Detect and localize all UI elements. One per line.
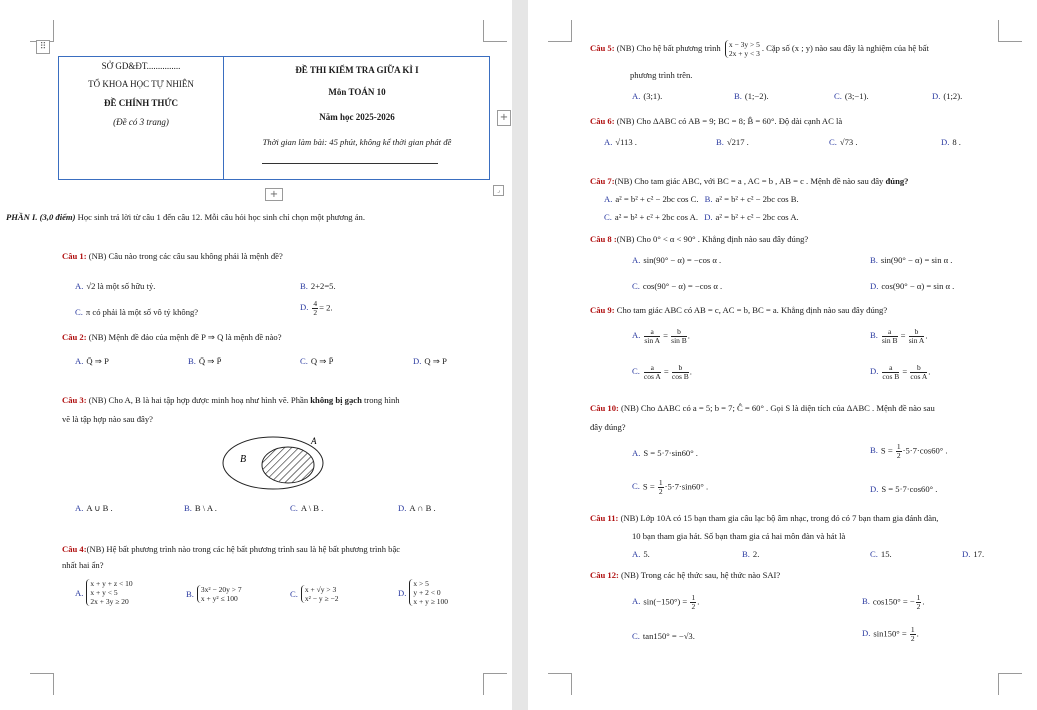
option-text: sin(−150°) = [643, 596, 690, 607]
question-6 [590, 115, 842, 127]
numerator: 1 [896, 442, 901, 451]
question-number: Câu 12: [590, 570, 619, 580]
option-text: S = 5·7·cos60° . [881, 484, 938, 494]
crop-mark [548, 20, 572, 42]
question-number: Câu 2: [62, 332, 87, 342]
option-text: a² = b² + c² − 2bc cos A. [715, 212, 799, 222]
option-c[interactable] [604, 212, 698, 222]
equation: x − 3y > 5 [728, 40, 760, 49]
denominator: 2 [691, 602, 696, 611]
question-text: (NB) Trong các hệ thức sau, hệ thức nào SAI? [618, 570, 781, 580]
option-text: S = [880, 445, 895, 456]
question-4 [62, 543, 400, 555]
option-label: B. [734, 91, 742, 101]
option-text: = 2. [319, 302, 333, 313]
question-9 [590, 304, 887, 316]
equation: 2x + 3y ≥ 20 [90, 597, 129, 606]
option-a[interactable] [75, 355, 109, 367]
option-label: D. [398, 503, 407, 513]
option-label: D. [704, 212, 713, 222]
option-b[interactable] [705, 194, 799, 204]
option-label: D. [398, 587, 407, 598]
option-label: C. [290, 503, 298, 513]
question-number: Câu 7: [590, 176, 615, 186]
question-text: Cho tam giác ABC có AB = c, AC = b, BC = a. Khẳng định nào sau đây đúng? [614, 305, 888, 315]
option-b[interactable]: B. cos150° = − $\frac{1}{2}$ . [862, 593, 925, 611]
option-text: A \ B . [300, 503, 324, 513]
option-d[interactable]: D. $\frac{a}{\text{cos B}}$ = $\frac{b}{\text{cos A}}$ . [870, 363, 931, 381]
fraction [644, 328, 660, 345]
fraction [690, 594, 696, 611]
option-text: 5. [643, 549, 650, 559]
option-text: S = [642, 481, 657, 492]
numerator: b [910, 364, 927, 373]
equation-system [725, 40, 760, 58]
option-label: D. [870, 484, 879, 494]
option-label: D. [941, 137, 950, 147]
option-b[interactable] [188, 355, 221, 367]
to-khoa: TỔ KHOA HỌC TỰ NHIÊN [88, 79, 194, 89]
option-text: π có phải là một số vô tỷ không? [85, 307, 199, 317]
question-3 [62, 394, 400, 406]
option-text: 8 . [952, 137, 961, 147]
question-number: Câu 10: [590, 403, 619, 413]
option-label: A. [632, 255, 641, 265]
crop-mark [998, 20, 1022, 42]
option-a[interactable] [604, 136, 637, 148]
option-label: C. [632, 281, 640, 291]
denominator: cos B [882, 372, 900, 381]
option-label: C. [290, 589, 298, 599]
option-d[interactable] [704, 212, 799, 222]
option-label: C. [300, 356, 308, 366]
option-text: ·5·7·cos60° . [902, 445, 948, 456]
option-label: A. [632, 330, 641, 341]
resize-handle-icon[interactable]: ⌟ [493, 185, 504, 196]
option-text: √2 là một số hữu tỷ. [86, 281, 156, 291]
option-text: 17. [973, 549, 985, 559]
option-b[interactable] [742, 548, 759, 560]
option-d[interactable] [941, 136, 961, 148]
crop-mark [998, 673, 1022, 695]
option-label: A. [75, 281, 84, 291]
option-label: C. [632, 366, 640, 377]
option-c[interactable] [290, 502, 323, 514]
option-label: B. [300, 281, 308, 291]
denominator: sin A [908, 336, 925, 345]
numerator: 1 [691, 593, 696, 602]
option-label: A. [75, 356, 84, 366]
option-d[interactable]: D. sin150° = $\frac{1}{2}$ . [862, 625, 919, 643]
option-c[interactable] [290, 585, 338, 603]
equation-system [409, 579, 448, 606]
option-text: (1;−2). [744, 91, 769, 101]
option-label: C. [834, 91, 842, 101]
option-c[interactable] [834, 90, 869, 102]
option-text: √113 . [615, 137, 637, 147]
question-text: . Cặp số (x ; y) nào sau đây là nghiệm của hệ bất [761, 42, 929, 53]
option-label: A. [604, 194, 613, 204]
question-text: (NB) Cho hệ bất phương trình [614, 42, 721, 53]
de-chinh-thuc: ĐỀ CHÍNH THỨC [103, 98, 178, 108]
denominator: 2 [896, 451, 901, 460]
option-label: D. [932, 91, 941, 101]
option-d[interactable] [962, 548, 984, 560]
option-text: ·5·7·sin60° . [664, 481, 709, 492]
numerator: 1 [916, 593, 921, 602]
option-a[interactable] [632, 254, 721, 266]
equation-system [197, 585, 242, 603]
option-label: D. [870, 281, 879, 291]
denominator: cos B [671, 372, 689, 381]
question-text: trong hình [361, 395, 400, 405]
option-text: A ∩ B . [409, 503, 436, 513]
option-text: Q ⇒ P̄ [310, 356, 334, 366]
option-text: 2. [752, 549, 760, 559]
option-text: Q̄ ⇒ P̄ [198, 356, 222, 366]
option-a[interactable] [632, 548, 650, 560]
option-label: B. [870, 445, 878, 456]
option-label: B. [870, 330, 878, 341]
option-b[interactable] [870, 443, 948, 460]
option-label: C. [870, 549, 878, 559]
numerator: b [672, 364, 689, 373]
numerator: b [909, 328, 925, 337]
equation: 3x² − 20y > 7 [200, 585, 242, 594]
fraction [671, 328, 687, 345]
add-row-button[interactable]: + [265, 188, 283, 201]
numerator: a [644, 364, 661, 373]
option-label: C. [632, 481, 640, 492]
fraction [672, 364, 689, 381]
document-page-right [528, 0, 1037, 710]
option-text: √73 . [839, 137, 858, 147]
question-text: (NB) Cho 0° < α < 90° . Khẳng định nào sau đây đúng? [616, 234, 809, 244]
question-number: Câu 4: [62, 544, 87, 554]
question-11-line2: 10 bạn tham gia hát. Số bạn tham gia cả hai môn đàn và hát là [632, 531, 846, 541]
exam-time: Thời gian làm bài: 45 phút, không kể thời gian phát đề [262, 137, 452, 147]
question-text: (NB) Cho ΔABC có a = 5; b = 7; Ĉ = 60° . Gọi S là diện tích của ΔABC . Mệnh đề nào sau [618, 403, 935, 413]
question-number: Câu 11: [590, 513, 619, 523]
option-a[interactable]: A. $\frac{a}{\text{sin A}}$ = $\frac{b}{\text{sin B}}$ . [632, 327, 690, 345]
option-text: Q ⇒ P [424, 356, 447, 366]
option-b[interactable] [184, 502, 217, 514]
option-text: 15. [880, 549, 892, 559]
fraction [882, 328, 898, 345]
fraction [910, 364, 927, 381]
question-5-line2: phương trình trên. [630, 70, 693, 80]
option-label: B. [716, 137, 724, 147]
crop-mark [548, 673, 572, 695]
fraction [910, 626, 916, 643]
option-b[interactable] [300, 280, 336, 292]
fraction [896, 443, 902, 460]
denominator: 2 [910, 634, 915, 643]
option-text: cos(90° − α) = sin α . [881, 281, 955, 291]
option-b[interactable] [186, 585, 242, 603]
equation: x + y ≥ 100 [413, 597, 448, 606]
question-number: Câu 5: [590, 42, 615, 53]
fraction [312, 300, 318, 317]
crop-mark [483, 20, 507, 42]
option-label: D. [300, 302, 309, 313]
question-text-bold: đúng? [885, 176, 909, 186]
numerator: a [882, 328, 898, 337]
question-number: Câu 8 : [590, 234, 617, 244]
option-label: B. [188, 356, 196, 366]
option-text: Q̄ ⇒ P [86, 356, 109, 366]
crop-mark [30, 673, 54, 695]
option-text: (3;1). [643, 91, 663, 101]
crop-mark [483, 673, 507, 695]
option-a-b-row [604, 193, 799, 205]
option-c[interactable] [829, 136, 858, 148]
question-12 [590, 569, 780, 581]
option-text: cos(90° − α) = −cos α . [642, 281, 723, 291]
question-text: (NB) Hệ bất phương trình nào trong các hệ bất phương trình sau là hệ bất phương trình bậc [86, 544, 401, 554]
option-label: A. [632, 448, 641, 458]
option-label: A. [75, 503, 84, 513]
option-c[interactable] [632, 630, 695, 642]
underline [262, 163, 438, 164]
option-label: A. [632, 91, 641, 101]
option-text: 2+2=5. [310, 281, 336, 291]
option-label: A. [75, 587, 84, 598]
option-label: A. [604, 137, 613, 147]
question-7 [590, 175, 908, 187]
question-text: (NB) Lớp 10A có 15 bạn tham gia câu lạc bộ âm nhạc, trong đó có 7 bạn tham gia đánh đàn, [618, 513, 939, 523]
question-text: (NB) Câu nào trong các câu sau không phải là mệnh đề? [86, 251, 283, 261]
option-d[interactable] [870, 280, 954, 292]
numerator: 1 [658, 478, 663, 487]
option-c[interactable] [632, 280, 722, 292]
question-3-line2: vẽ là tập hợp nào sau đây? [62, 414, 153, 424]
option-text: A ∪ B . [86, 503, 113, 513]
question-number: Câu 9: [590, 305, 615, 315]
option-b[interactable] [870, 254, 952, 266]
numerator: b [671, 328, 687, 337]
question-4-line2: nhất hai ẩn? [62, 560, 104, 570]
option-text: sin150° = [873, 628, 909, 639]
option-label: B. [704, 194, 713, 204]
equation: x > 5 [413, 579, 429, 588]
option-c[interactable]: C. $\frac{a}{\text{cos A}}$ = $\frac{b}{\text{cos B}}$ . [632, 363, 692, 381]
option-label: B. [742, 549, 750, 559]
option-text: √217 . [726, 137, 749, 147]
option-label: A. [632, 549, 641, 559]
equation: x + y < 5 [90, 588, 118, 597]
denominator: 2 [658, 487, 663, 496]
option-b[interactable] [734, 90, 769, 102]
option-a[interactable] [75, 280, 155, 292]
question-1 [62, 250, 283, 262]
table-move-handle[interactable]: ⠿ [36, 40, 50, 54]
part1-instruction [6, 211, 365, 223]
option-text: a² = b² + c² − 2bc cos B. [715, 194, 799, 204]
option-label: C. [604, 212, 612, 222]
document-page-left [0, 0, 512, 710]
set-a-circle [262, 447, 314, 483]
numerator: a [644, 328, 660, 337]
question-text: (NB) Cho tam giác ABC, với BC = a , AC = b , AB = c . Mệnh đề nào sau đây [614, 176, 886, 186]
question-text-bold: không bị gạch [310, 395, 362, 405]
exam-year: Năm học 2025-2026 [319, 112, 395, 122]
denominator: sin B [881, 336, 898, 345]
question-5 [590, 40, 929, 58]
option-a[interactable] [75, 502, 113, 514]
option-text: sin(90° − α) = sin α . [880, 255, 953, 265]
option-d[interactable] [870, 483, 937, 495]
set-b-label: B [240, 454, 247, 465]
question-number: Câu 1: [62, 251, 87, 261]
question-text: (NB) Cho ΔABC có AB = 9; BC = 8; B̂ = 60°. Độ dài cạnh AC là [614, 116, 843, 126]
fraction [658, 479, 664, 496]
option-label: C. [632, 631, 640, 641]
option-d[interactable] [300, 300, 333, 317]
equation: x + y + z < 10 [90, 579, 133, 588]
exam-title: ĐỀ THI KIỂM TRA GIỮA KÌ I [295, 65, 419, 75]
option-d[interactable] [932, 90, 962, 102]
equation: x² − y ≥ −2 [304, 594, 339, 603]
question-2 [62, 331, 282, 343]
option-a[interactable] [632, 90, 662, 102]
option-label: C. [75, 307, 83, 317]
fraction [909, 328, 925, 345]
option-label: C. [829, 137, 837, 147]
so-gd: SỞ GD&ĐT............... [101, 61, 181, 71]
option-c[interactable] [300, 355, 333, 367]
option-label: B. [186, 589, 194, 599]
option-label: D. [413, 356, 422, 366]
equation: x + y² ≤ 100 [200, 594, 238, 603]
option-b[interactable] [716, 136, 749, 148]
equation: y + 2 < 0 [413, 588, 441, 597]
exam-subject: Môn TOÁN 10 [328, 87, 386, 97]
option-label: B. [862, 596, 870, 607]
question-number: Câu 6: [590, 116, 615, 126]
question-text: (NB) Cho A, B là hai tập hợp được minh hoạ như hình vẽ. Phần [86, 395, 311, 405]
option-a[interactable] [632, 447, 698, 459]
option-label: D. [962, 549, 971, 559]
so-trang: (Đề có 3 trang) [113, 117, 169, 127]
fraction [916, 594, 922, 611]
denominator: 2 [916, 602, 921, 611]
option-label: D. [862, 628, 871, 639]
denominator: sin A [644, 336, 660, 345]
question-8 [590, 233, 808, 245]
numerator: 4 [313, 299, 318, 308]
option-text: sin(90° − α) = −cos α . [643, 255, 722, 265]
option-label: B. [870, 255, 878, 265]
denominator: cos A [643, 372, 661, 381]
denominator: sin B [671, 336, 687, 345]
option-a[interactable] [75, 579, 133, 606]
option-d[interactable] [413, 355, 447, 367]
numerator: 1 [910, 625, 915, 634]
option-c[interactable] [870, 548, 892, 560]
crop-mark [30, 20, 54, 42]
denominator: 2 [313, 308, 318, 317]
option-c[interactable] [75, 306, 198, 318]
option-d[interactable] [398, 579, 448, 606]
fraction [882, 364, 899, 381]
option-text: tan150° = −√3. [642, 631, 695, 641]
option-text: a² = b² + c² − 2bc cos C. [615, 194, 699, 204]
denominator: cos A [910, 372, 928, 381]
option-b[interactable]: B. $\frac{a}{\text{sin B}}$ = $\frac{b}{\text{sin A}}$ . [870, 327, 928, 345]
option-label: A. [632, 596, 641, 607]
venn-diagram [220, 434, 340, 496]
option-label: D. [870, 366, 879, 377]
option-text: S = 5·7·sin60° . [643, 448, 698, 458]
option-a[interactable]: A. sin(−150°) = $\frac{1}{2}$ . [632, 593, 700, 611]
option-c[interactable] [632, 479, 708, 496]
add-column-button[interactable]: + [497, 110, 511, 126]
option-text: a² = b² + c² + 2bc cos A. [614, 212, 699, 222]
question-10 [590, 402, 935, 414]
option-d[interactable] [398, 502, 436, 514]
question-text: (NB) Mệnh đề đảo của mệnh đề P ⇒ Q là mệnh đề nào? [86, 332, 282, 342]
part1-label: PHẦN I. (3,0 điểm) [6, 212, 76, 222]
numerator: a [882, 364, 899, 373]
option-text: B \ A . [194, 503, 217, 513]
equation: x + √y > 3 [304, 585, 337, 594]
part1-text: Học sinh trả lời từ câu 1 đến câu 12. Mỗi câu hỏi học sinh chỉ chọn một phương án. [75, 212, 365, 222]
option-a[interactable] [604, 194, 699, 204]
fraction [644, 364, 661, 381]
header-table [58, 56, 490, 180]
equation: 2x + y < 3 [728, 49, 760, 58]
set-a-label: A [311, 436, 317, 446]
equation-system [301, 585, 339, 603]
option-text: (3;−1). [844, 91, 869, 101]
option-text: cos150° = − [872, 596, 915, 607]
option-text: (1;2). [943, 91, 963, 101]
question-number: Câu 3: [62, 395, 87, 405]
option-c-d-row [604, 211, 799, 223]
question-11 [590, 512, 938, 524]
question-10-line2: đây đúng? [590, 422, 626, 432]
equation-system [86, 579, 132, 606]
option-label: B. [184, 503, 192, 513]
